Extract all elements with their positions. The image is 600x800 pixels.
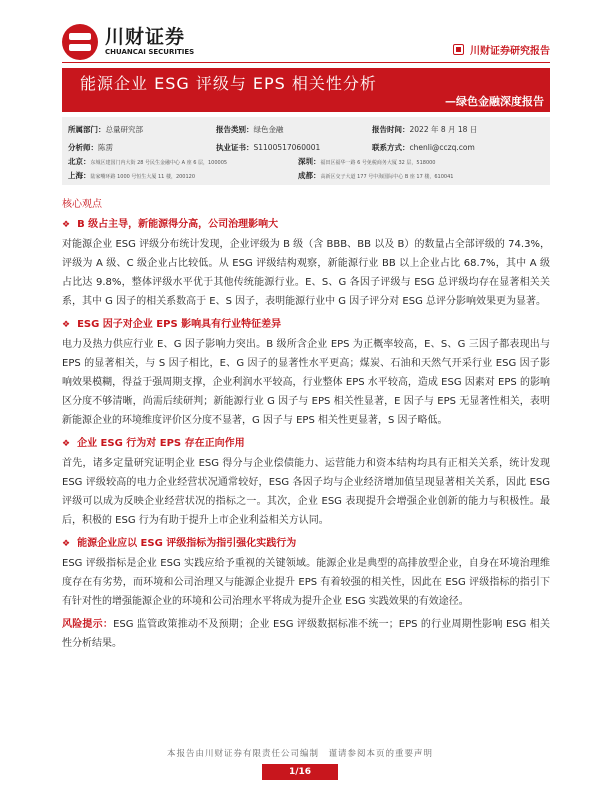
report-brand — [453, 42, 550, 57]
type-value: 绿色金融 — [253, 125, 284, 134]
title-banner — [62, 68, 550, 112]
address-label-shenzhen: 深圳： — [298, 157, 321, 166]
address-label-chengdu: 成都： — [298, 171, 321, 180]
risk-warning — [62, 615, 550, 653]
bullet-title-3: ❖ 企业 ESG 行为对 EPS 存在正向作用 — [62, 438, 245, 449]
address-chengdu: 高新区交子大道 177 号中海国际中心 B 座 17 楼，610041 — [320, 174, 454, 180]
diamond-bullet-icon: ❖ — [62, 220, 71, 230]
address-beijing: 东城区建国门内大街 28 号民生金融中心 A 座 6 层，100005 — [90, 160, 228, 166]
info-row-address-1 — [68, 155, 544, 169]
cert-label: 执业证书： — [216, 143, 254, 152]
bullet-title-4: ❖ 能源企业应以 ESG 评级指标为指引强化实践行为 — [62, 538, 297, 549]
address-shenzhen: 福田区福华一路 6 号免税商务大厦 32 层，518000 — [320, 160, 436, 166]
bullet-text-2: 电力及热力供应行业 E、G 因子影响力突出。B 级所含企业 EPS 为正概率较高，E、S、G 三因子都表现出与 EPS 的显著相关，与 S 因子相比，E、G 因子的显著性水平更高；煤炭、石油和天然气开采行业 ESG 因子影响效果模糊，得益于强周期支撑，企业利润水平较高，行业整体 EPS 水平较高，造成 ESG 因素对 EPS 的影响区分度不够清晰，尚需后续研判；新能源行业 G 因子与 EPS 相关性显著，E 因子与 EPS 无显著性相关，表明新能源企业的环境维度评价区分度不显著，G 因子与 EPS 相关性更显著，S 因子略低。 — [62, 339, 550, 426]
bullet-text-1: 对能源企业 ESG 评级分布统计发现，企业评级为 B 级（含 BBB、BB 以及 B）的数量占全部评级的 74.3%，评级为 A 级、C 级企业占比较低。从 ESG 评级结构观察，新能源行业 BB 以上企业占比 68.7%，其中 A 级占比达 9.8%，整体评级水平优于其他传统能源行业。E、S、G 各因子评级与 ESG 总评级均存在显著相关关系，其中 G 因子的相关系数高于 E、S 因子，表明能源行业中 G 因子评分对 ESG 总评分影响效果更为显著。 — [62, 239, 550, 307]
analyst-label: 分析师： — [68, 143, 98, 152]
footer-disclaimer: 本报告由川财证券有限责任公司编制 谨请参阅本页的重要声明 — [166, 749, 433, 759]
brand-label: 川财证券研究报告 — [470, 46, 550, 57]
info-row-dept — [68, 123, 544, 137]
address-label-beijing: 北京： — [68, 157, 91, 166]
report-subtitle: —绿色金融深度报告 — [445, 95, 544, 108]
info-row-address-2 — [68, 169, 544, 183]
dept-value: 总量研究部 — [105, 125, 143, 134]
diamond-bullet-icon: ❖ — [62, 539, 71, 549]
email-value: chenli@cczq.com — [409, 143, 475, 152]
logo-name-cn: 川财证券 — [105, 26, 186, 48]
email-label: 联系方式： — [372, 143, 410, 152]
cert-value: S1100517060001 — [253, 143, 321, 152]
date-value: 2022 年 8 月 18 日 — [409, 125, 478, 134]
report-title: 能源企业 ESG 评级与 EPS 相关性分析 — [80, 74, 377, 93]
analyst-value: 陈雳 — [98, 143, 113, 152]
risk-label: 风险提示： — [62, 619, 114, 630]
section-label: 核心观点 — [62, 199, 102, 210]
address-label-shanghai: 上海： — [68, 171, 91, 180]
chuancai-logo-icon — [62, 24, 98, 60]
bullet-text-3: 首先，诸多定量研究证明企业 ESG 得分与企业偿债能力、运营能力和资本结构均具有正相关关系，统计发现 ESG 评级较高的电力企业经营状况通常较好，ESG 各因子均与企业经济增加值呈现显著相关关系，因此 ESG 评级可以成为反映企业经营状况的指标之一。其次，企业 ESG 表现提升会增强企业创新的能力与积极性。最后，积极的 ESG 行为有助于提升上市企业利益相关方认同。 — [62, 458, 550, 526]
logo-name-en: CHUANCAI SECURITIES — [105, 48, 195, 56]
report-body — [62, 195, 550, 653]
diamond-bullet-icon: ❖ — [62, 320, 71, 330]
report-info-box — [62, 117, 550, 185]
company-logo — [62, 24, 194, 60]
address-shanghai: 陆家嘴环路 1000 号恒生大厦 11 楼，200120 — [90, 174, 196, 180]
type-label: 报告类别： — [216, 125, 254, 134]
brand-square-icon — [453, 44, 464, 55]
date-label: 报告时间： — [372, 125, 410, 134]
bullet-title-2: ❖ ESG 因子对企业 EPS 影响具有行业特征差异 — [62, 319, 282, 330]
dept-label: 所属部门： — [68, 125, 106, 134]
bullet-text-4: ESG 评级指标是企业 ESG 实践应给予重视的关键领域。能源企业是典型的高排放型企业，自身在环境治理维度存在有劣势，而环境和公司治理又与能源企业提升 EPS 有着较强的相关性，因此在 ESG 评级指标的指引下有针对性的增强能源企业的环境和公司治理水平将成为提升企业 ESG 实践效果的有效途径。 — [62, 558, 550, 607]
info-row-analyst — [68, 141, 544, 155]
bullet-title-1: ❖ B 级占主导，新能源得分高，公司治理影响大 — [62, 219, 279, 230]
risk-text: ESG 监管政策推动不及预期；企业 ESG 评级数据标准不统一；EPS 的行业周期性影响 ESG 相关性分析结果。 — [62, 619, 551, 649]
page-number: 1/16 — [262, 764, 338, 780]
diamond-bullet-icon: ❖ — [62, 439, 71, 449]
header-divider — [62, 62, 550, 63]
